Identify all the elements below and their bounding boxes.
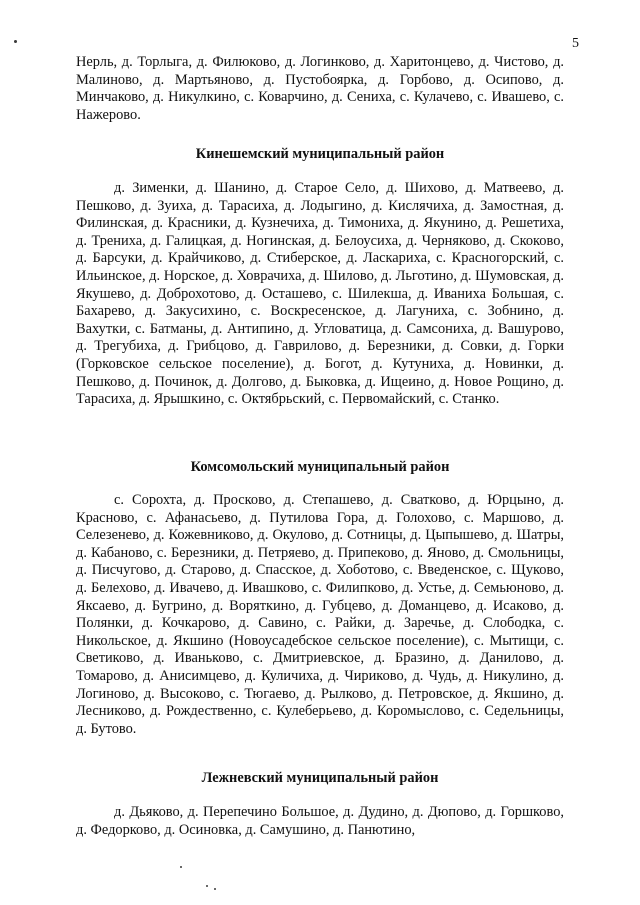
section-heading-komsomolsk: Комсомольский муниципальный район (190, 459, 450, 475)
lezhnevo-paragraph: д. Дьяково, д. Перепечино Большое, д. Дудино, д. Дюпово, д. Горшково, д. Федорково, д. Осиновка, д. Самушино, д. Панютино, (76, 804, 564, 838)
scan-speck (180, 866, 182, 868)
scan-speck (14, 40, 17, 43)
section-heading-kineshma: Кинешемский муниципальный район (195, 146, 445, 162)
komsomolsk-paragraph: с. Сорохта, д. Просково, д. Степашево, д. Сватково, д. Юрцыно, д. Красново, с. Афанасьево, д. Путилова Гора, д. Голохово, с. Маршово, д. Селезенево, д. Кожевниково, д. Окулово, д. Сотницы, д. Цыпышево, д. Шатры, д. Кабаново, с. Березники, д. Петряево, д. Припеково, д. Яново, д. Смольницы, д. Писчугово, д. Старово, д. Спасское, д. Хоботово, с. Введенское, с. Щуково, д. Белехово, д. Ивачево, д. Ивашково, с. Филипково, д. Устье, д. Семьюново, д. Яксаево, д. Бугрино, д. Воряткино, д. Губцево, д. Доманцево, д. Исаково, д. Полянки, д. Кочкарово, д. Савино, с. Райки, д. Заречье, д. Слободка, с. Никольское, д. Якшино (Новоусадебское сельское поселение), с. Мытищи, с. Светиково, д. Иваньково, с. Дмитриевское, д. Бразино, д. Данилово, д. Томарово, д. Анисимцево, д. Куличиха, д. Чириково, д. Чудь, д. Никулино, д. Логиново, д. Высоково, с. Тюгаево, д. Рылково, д. Петровское, д. Якшино, д. Лесниково, д. Рождественно, с. Кулеберьево, д. Коромыслово, с. Седельницы, д. Бутово. (76, 492, 564, 737)
intro-paragraph: Нерль, д. Торлыга, д. Филюково, д. Логинково, д. Харитонцево, д. Чистово, д. Малиново, д. Мартьяново, д. Пустобоярка, д. Горбово, д. Осипово, д. Минчаково, д. Никулкино, с. Коварчино, д. Сениха, с. Кулачево, с. Ивашево, с. Нажерово. (76, 54, 564, 123)
scan-speck (206, 885, 208, 887)
section-heading-lezhnevo: Лежневский муниципальный район (201, 770, 439, 786)
page-number: 5 (572, 36, 579, 51)
scan-speck (214, 888, 216, 890)
kineshma-paragraph: д. Зименки, д. Шанино, д. Старое Село, д. Шихово, д. Матвеево, д. Пешково, д. Зуиха, д. Тарасиха, д. Лодыгино, д. Кислячиха, д. Замостная, д. Филинская, д. Красники, д. Кузнечиха, д. Тимониха, д. Якунино, д. Решетиха, д. Трениха, д. Галицкая, д. Ногинская, д. Белоусиха, д. Черняково, д. Скоково, д. Барсуки, д. Крайчиково, д. Стиберское, д. Ласкариха, с. Красногорский, с. Ильинское, д. Норское, д. Ховрачиха, д. Шилово, д. Льготино, д. Шумовская, д. Якушево, д. Доброхотово, д. Осташево, с. Шилекша, д. Иваниха Большая, с. Бахарево, д. Закусихино, с. Воскресенское, д. Лагуниха, с. Зобнино, д. Вахутки, с. Батманы, д. Антипино, д. Угловатица, д. Самсониха, д. Вашурово, д. Трегубиха, д. Грибцово, д. Гаврилово, д. Березники, д. Совки, д. Горки (Горковское сельское поселение), д. Богот, д. Кутуниха, д. Новинки, д. Пешково, д. Починок, д. Долгово, д. Быковка, д. Ищеино, д. Новое Рощино, д. Тарасиха, д. Ярышкино, с. Октябрьский, с. Первомайский, с. Станко. (76, 180, 564, 408)
